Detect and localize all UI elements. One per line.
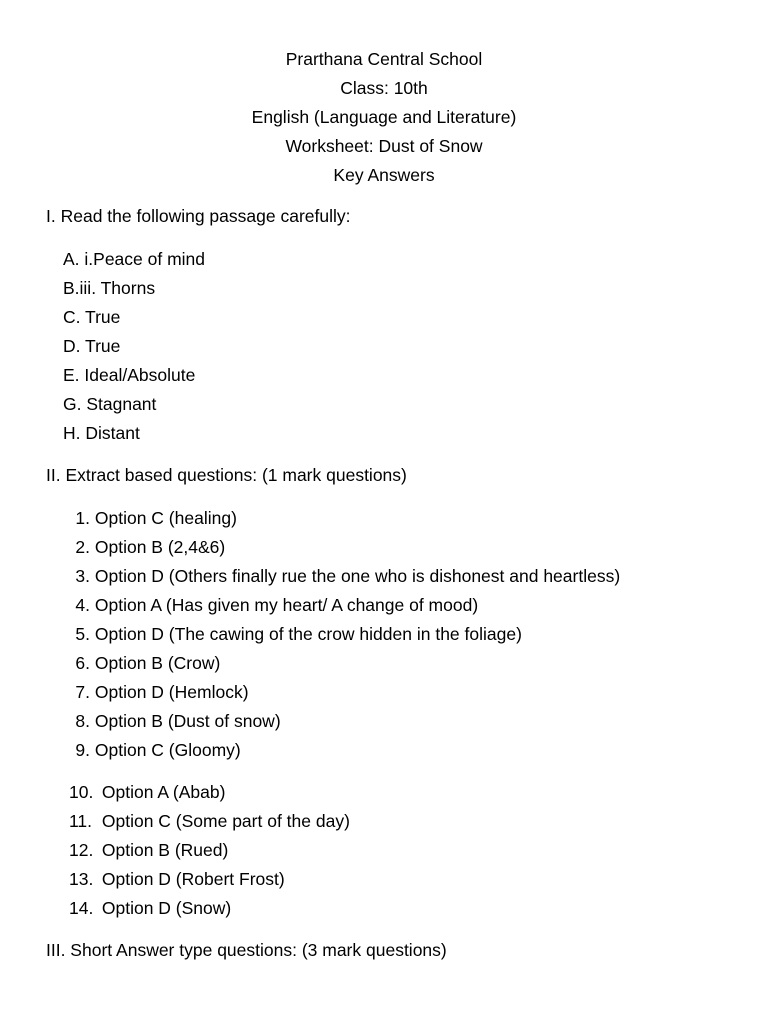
list-item: H. Distant	[63, 423, 140, 443]
list-item	[69, 678, 620, 707]
list-item	[69, 649, 620, 678]
list-item	[69, 591, 620, 620]
class-label: Class: 10th	[340, 78, 428, 98]
item-number: 11.	[69, 811, 93, 831]
list-item: G. Stagnant	[63, 394, 157, 414]
item-text: Option C (Gloomy)	[94, 740, 241, 760]
section-2-answers-part-1	[69, 504, 620, 765]
item-text: Option D (Hemlock)	[94, 682, 249, 702]
key-answers-label: Key Answers	[333, 165, 435, 185]
document-header	[0, 45, 768, 190]
item-number: 10.	[69, 782, 94, 802]
list-item	[69, 736, 620, 765]
item-number: 12.	[69, 840, 94, 860]
section-3-title: III. Short Answer type questions: (3 mark questions)	[46, 940, 447, 960]
item-text: Option B (Rued)	[101, 840, 229, 860]
list-item	[69, 894, 350, 923]
list-item	[69, 865, 350, 894]
list-item	[69, 836, 350, 865]
worksheet-title: Worksheet: Dust of Snow	[285, 136, 483, 156]
item-number: 4.	[75, 595, 90, 615]
list-item: A. i.Peace of mind	[63, 249, 206, 269]
item-number: 13.	[69, 869, 94, 889]
list-item	[69, 778, 350, 807]
list-item	[69, 504, 620, 533]
item-text: Option A (Has given my heart/ A change of mood)	[94, 595, 479, 615]
item-text: Option B (Dust of snow)	[94, 711, 281, 731]
list-item	[69, 707, 620, 736]
item-number: 6.	[75, 653, 90, 673]
item-text: Option A (Abab)	[101, 782, 226, 802]
item-number: 8.	[75, 711, 90, 731]
school-name: Prarthana Central School	[285, 49, 483, 69]
section-2-title: II. Extract based questions: (1 mark questions)	[46, 465, 407, 485]
item-text: Option D (Others finally rue the one who is dishonest and heartless)	[94, 566, 621, 586]
list-item: B.iii. Thorns	[63, 278, 156, 298]
item-text: Option D (The cawing of the crow hidden in the foliage)	[94, 624, 522, 644]
list-item: C. True	[63, 307, 121, 327]
section-1-title: I. Read the following passage carefully:	[46, 206, 351, 226]
item-text: Option D (Snow)	[101, 898, 232, 918]
item-number: 2.	[75, 537, 90, 557]
item-number: 9.	[75, 740, 90, 760]
item-text: Option B (2,4&6)	[94, 537, 226, 557]
item-number: 14.	[69, 898, 94, 918]
item-text: Option D (Robert Frost)	[101, 869, 285, 889]
item-text: Option B (Crow)	[94, 653, 221, 673]
list-item: D. True	[63, 336, 121, 356]
item-number: 7.	[75, 682, 90, 702]
list-item	[69, 807, 350, 836]
list-item: E. Ideal/Absolute	[63, 365, 196, 385]
item-number: 5.	[75, 624, 90, 644]
section-1-answers	[63, 245, 205, 448]
item-number: 3.	[75, 566, 90, 586]
list-item	[69, 620, 620, 649]
section-2-answers-part-2	[69, 778, 350, 923]
list-item	[69, 533, 620, 562]
subject-label: English (Language and Literature)	[251, 107, 517, 127]
item-number: 1.	[75, 508, 90, 528]
list-item	[69, 562, 620, 591]
item-text: Option C (Some part of the day)	[101, 811, 350, 831]
item-text: Option C (healing)	[94, 508, 237, 528]
